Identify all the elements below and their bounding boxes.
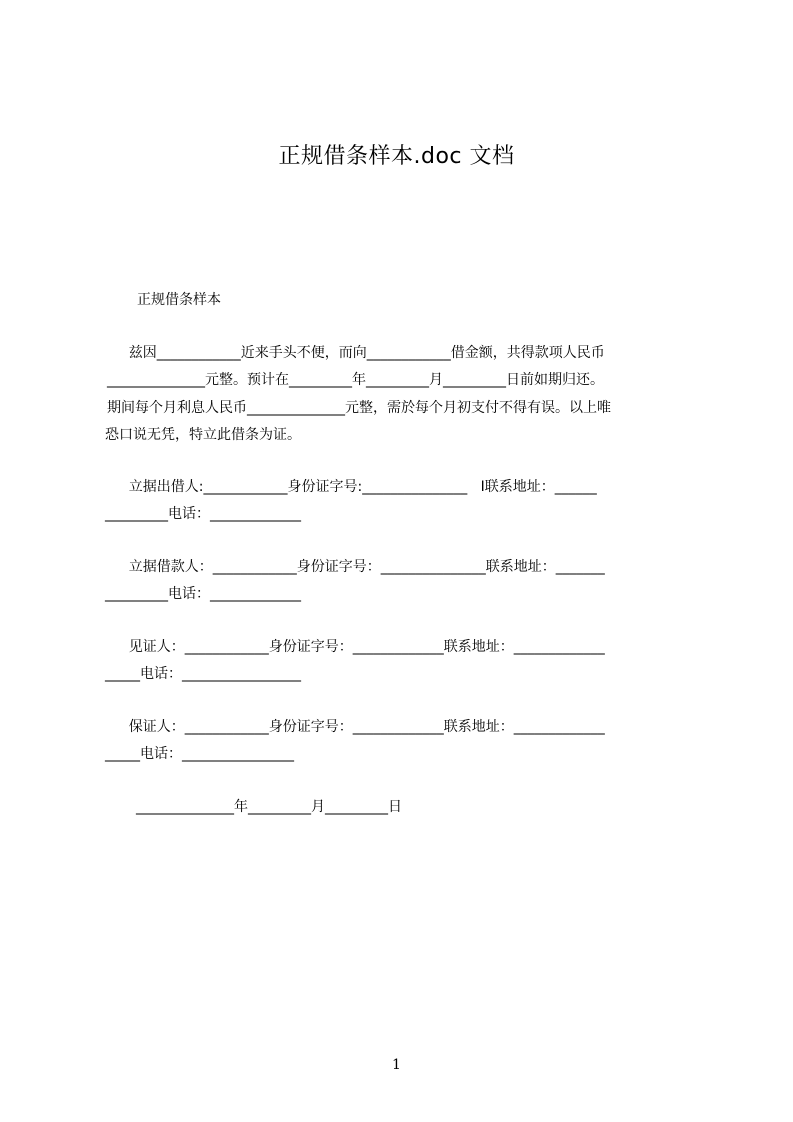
lender-info-line: 立据出借人:____________身份证字号:_______________ I联系地址：______	[111, 479, 597, 495]
paragraph-line: 期间每个月利息人民币______________元整，需於每个月初支付不得有误。以上唯	[107, 400, 611, 416]
guarantor-info-line: 保证人：____________身份证字号：_____________联系地址：_____________	[111, 719, 605, 735]
paragraph-line: ______________元整。预计在_________年_________月_________日前如期归还。	[107, 372, 604, 388]
page-number: 1	[392, 1057, 401, 1073]
document-subtitle: 正规借条样本	[137, 292, 221, 308]
signature-date-line: ______________年_________月_________日	[136, 799, 402, 815]
paragraph-line: 兹因____________近来手头不便，而向____________借金额，共得款项人民币	[111, 345, 605, 361]
borrower-phone-line: _________电话：_____________	[105, 586, 301, 602]
witness-phone-line: _____电话：_________________	[105, 666, 301, 682]
paragraph-line: 恐口说无凭，特立此借条为证。	[105, 427, 301, 443]
document-title: 正规借条样本.doc 文档	[278, 144, 515, 169]
witness-info-line: 见证人：____________身份证字号：_____________联系地址：_____________	[111, 639, 605, 655]
lender-phone-line: _________电话：_____________	[105, 506, 301, 522]
guarantor-phone-line: _____电话：________________	[105, 746, 294, 762]
borrower-info-line: 立据借款人：____________身份证字号：_______________联系地址：_______	[111, 559, 605, 575]
